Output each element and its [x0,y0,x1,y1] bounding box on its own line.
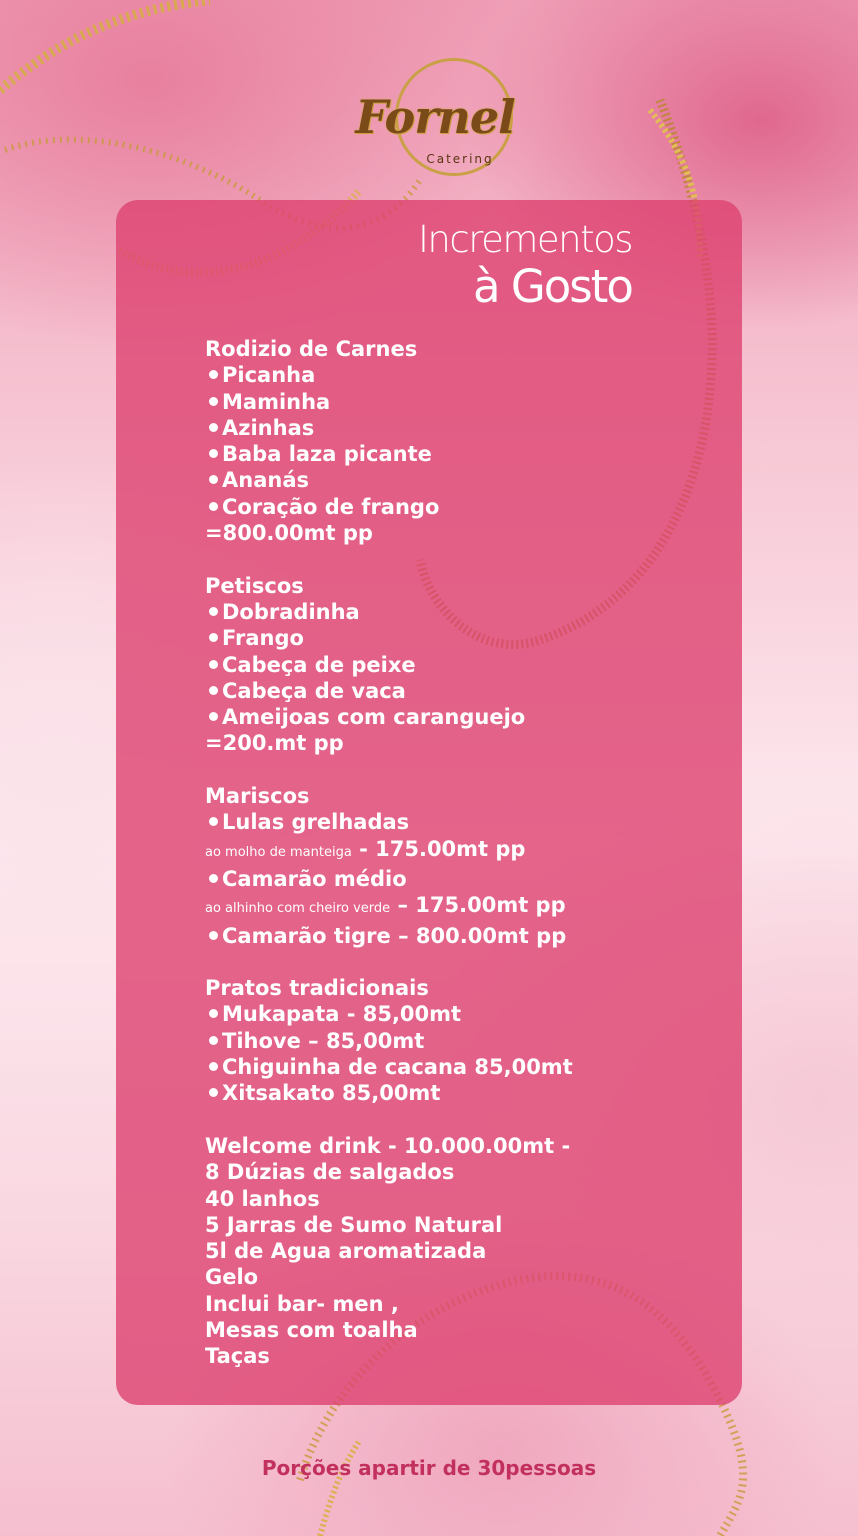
item-note: ao molho de manteiga - 175.00mt pp [205,836,526,861]
package-line: Mesas com toalha [205,1317,418,1342]
bullet-icon [209,1062,218,1071]
bullet-icon [209,370,218,379]
section-heading: Mariscos [205,784,310,809]
package-line: Inclui bar- men , [205,1291,399,1316]
bullet-icon [209,607,218,616]
bullet-icon [209,423,218,432]
package-line: 40 lanhos [205,1186,320,1211]
item-note: ao alhinho com cheiro verde – 175.00mt pp [205,893,566,918]
list-item: Lulas grelhadas [205,809,735,835]
list-item: Frango [205,625,735,651]
list-item: Azinhas [205,415,735,441]
bullet-icon [209,1088,218,1097]
list-item: Tihove – 85,00mt [205,1028,735,1054]
package-line: Taças [205,1344,270,1369]
list-item: Baba laza picante [205,441,735,467]
logo-wordmark: Fornel [355,90,515,144]
bullet-icon [209,660,218,669]
list-item: Xitsakato 85,00mt [205,1080,735,1106]
package-line: 8 Dúzias de salgados [205,1160,455,1185]
bullet-icon [209,931,218,940]
list-item: Chiguinha de cacana 85,00mt [205,1054,735,1080]
title-line-2: à Gosto [473,260,632,313]
bullet-icon [209,449,218,458]
section-heading: Petiscos [205,573,304,598]
bullet-icon [209,633,218,642]
bullet-icon [209,1009,218,1018]
list-item: Cabeça de peixe [205,652,735,678]
section-price: =800.00mt pp [205,521,373,546]
bullet-icon [209,817,218,826]
package-line: 5 Jarras de Sumo Natural [205,1212,503,1237]
section-heading: Rodizio de Carnes [205,337,418,361]
list-item: Dobradinha [205,599,735,625]
title-line-1: Incrementos [418,218,633,261]
package-line: 5l de Agua aromatizada [205,1239,487,1264]
bullet-icon [209,712,218,721]
list-item: Cabeça de vaca [205,678,735,704]
list-item: Picanha [205,362,735,388]
bullet-icon [209,686,218,695]
list-item: Mukapata - 85,00mt [205,1001,735,1027]
bullet-icon [209,1036,218,1045]
list-item: Ananás [205,467,735,493]
logo-subtitle: Catering [426,152,494,166]
menu-list [205,336,735,1370]
list-item: Camarão médio [205,866,735,892]
package-line: Welcome drink - 10.000.00mt - [205,1133,571,1158]
list-item: Ameijoas com caranguejo [205,704,735,730]
list-item: Maminha [205,389,735,415]
bullet-icon [209,397,218,406]
list-item: Camarão tigre – 800.00mt pp [205,923,735,949]
section-heading: Pratos tradicionais [205,976,429,1001]
package-line: Gelo [205,1265,259,1290]
bullet-icon [209,874,218,883]
bullet-icon [209,502,218,511]
bullet-icon [209,475,218,484]
list-item: Coração de frango [205,494,735,520]
footer-note: Porções apartir de 30pessoas [261,1456,597,1480]
section-price: =200.mt pp [205,731,344,756]
brand-logo [340,50,530,180]
